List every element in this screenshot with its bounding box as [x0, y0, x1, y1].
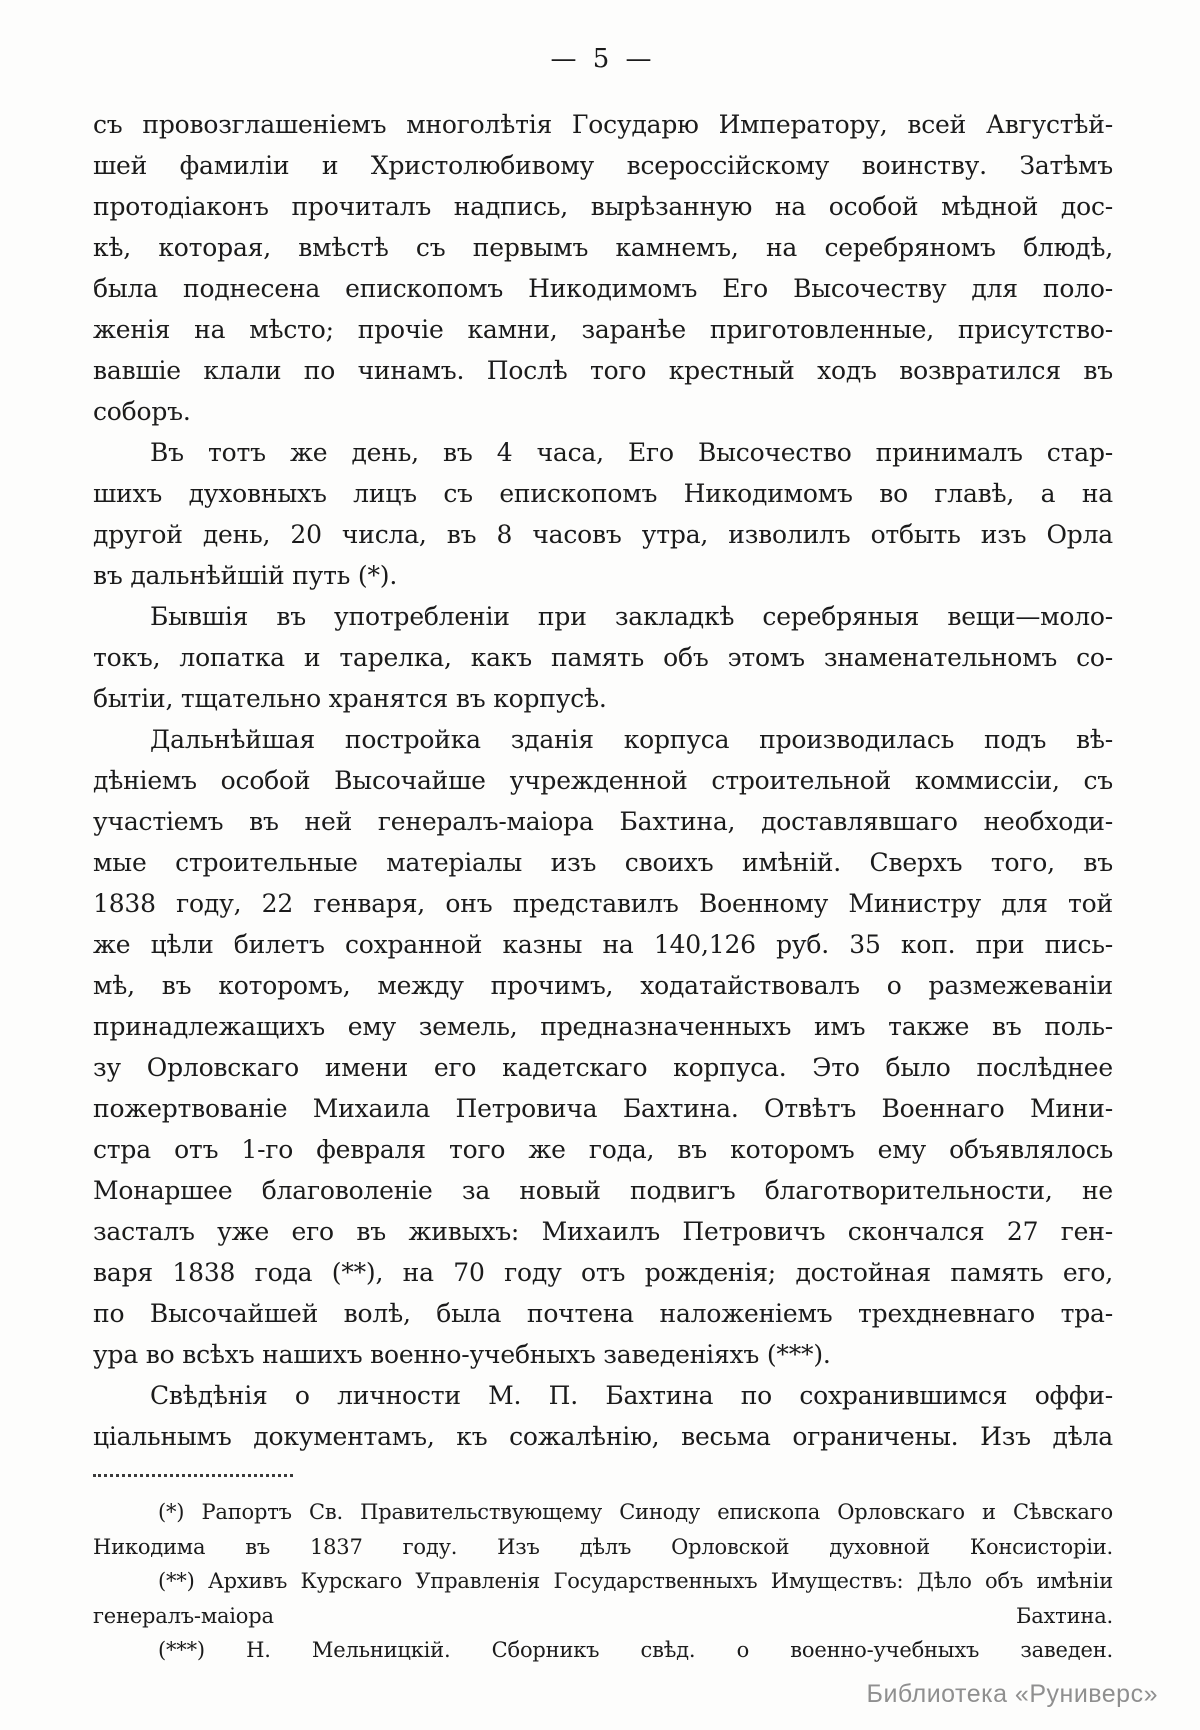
text-line: по Высочайшей волѣ, была почтена наложеніемъ трехдневнаго тра- — [93, 1299, 1113, 1328]
text-line: Бывшія въ употребленіи при закладкѣ серебряныя вещи—моло- — [150, 602, 1113, 631]
text-line: дѣніемъ особой Высочайше учрежденной строительной коммиссіи, съ — [93, 766, 1113, 795]
paragraph — [93, 1564, 1113, 1633]
text-line: (**) Архивъ Курскаго Управленія Государственныхъ Имуществъ: Дѣло объ имѣніи — [158, 1569, 1113, 1593]
text-line: была поднесена епископомъ Никодимомъ Его Высочеству для поло- — [93, 274, 1113, 303]
paragraph — [93, 432, 1113, 596]
text-line: въ дальнѣйшій путь (*). — [93, 561, 398, 590]
text-line: пожертвованіе Михаила Петровича Бахтина. Отвѣтъ Военнаго Мини- — [93, 1094, 1113, 1123]
text-line: же цѣли билетъ сохранной казны на 140,126 руб. 35 коп. при пись- — [93, 930, 1113, 959]
text-line: ура во всѣхъ нашихъ военно-учебныхъ заведеніяхъ (***). — [93, 1340, 831, 1369]
text-line: участіемъ въ ней генералъ-маіора Бахтина, доставлявшаго необходи- — [93, 807, 1113, 836]
text-line: стра отъ 1-го февраля того же года, въ которомъ ему объявлялось — [93, 1135, 1113, 1164]
text-line: мѣ, въ которомъ, между прочимъ, ходатайствовалъ о размежеваніи — [93, 971, 1113, 1000]
text-line: 1838 году, 22 генваря, онъ представилъ Военному Министру для той — [93, 889, 1113, 918]
text-line: зу Орловскаго имени его кадетскаго корпуса. Это было послѣднее — [93, 1053, 1113, 1082]
text-line: протодіаконъ прочиталъ надпись, вырѣзанную на особой мѣдной дос- — [93, 192, 1113, 221]
text-line: соборъ. — [93, 397, 191, 426]
text-line: токъ, лопатка и тарелка, какъ память объ этомъ знаменательномъ со- — [93, 643, 1113, 672]
text-line: Монаршее благоволеніе за новый подвигъ благотворительности, не — [93, 1176, 1113, 1205]
paragraph — [93, 719, 1113, 1375]
text-line: мые строительные матеріалы изъ своихъ имѣній. Сверхъ того, въ — [93, 848, 1113, 877]
text-line: (***) Н. Мельницкій. Сборникъ свѣд. о военно-учебныхъ заведен. — [158, 1638, 1113, 1662]
library-watermark: Библиотека «Руниверс» — [866, 1680, 1158, 1708]
footnotes — [93, 1495, 1113, 1668]
paragraph — [93, 596, 1113, 719]
text-line: кѣ, которая, вмѣстѣ съ первымъ камнемъ, на серебряномъ блюдѣ, — [93, 233, 1113, 262]
text-line: Никодима въ 1837 году. Изъ дѣлъ Орловской духовной Консисторіи. — [93, 1534, 1113, 1559]
text-line: съ провозглашеніемъ многолѣтія Государю Императору, всей Августѣй- — [93, 110, 1113, 139]
body-text — [93, 104, 1113, 1457]
text-line: женія на мѣсто; прочіе камни, заранѣе приготовленные, присутство- — [93, 315, 1113, 344]
text-line: ціальнымъ документамъ, къ сожалѣнію, весьма ограничены. Изъ дѣла — [93, 1422, 1113, 1451]
text-line: вавшіе клали по чинамъ. Послѣ того крестный ходъ возвратился въ — [93, 356, 1113, 385]
text-line: варя 1838 года (**), на 70 году отъ рожденія; достойная память его, — [93, 1258, 1113, 1287]
text-line: засталъ уже его въ живыхъ: Михаилъ Петровичъ скончался 27 ген- — [93, 1217, 1113, 1246]
text-line: бытіи, тщательно хранятся въ корпусѣ. — [93, 684, 607, 713]
text-line: (*) Рапортъ Св. Правительствующему Синоду епископа Орловскаго и Сѣвскаго — [158, 1500, 1113, 1524]
paragraph — [93, 1495, 1113, 1564]
paragraph — [93, 1375, 1113, 1457]
text-line: шихъ духовныхъ лицъ съ епископомъ Никодимомъ во главѣ, а на — [93, 479, 1113, 508]
text-line: Свѣдѣнія о личности М. П. Бахтина по сохранившимся оффи- — [150, 1381, 1113, 1410]
text-line: Въ тотъ же день, въ 4 часа, Его Высочество принималъ стар- — [150, 438, 1113, 467]
text-line: другой день, 20 числа, въ 8 часовъ утра, изволилъ отбыть изъ Орла — [93, 520, 1113, 549]
paragraph — [93, 1633, 1113, 1668]
text-line: шей фамиліи и Христолюбивому всероссійскому воинству. Затѣмъ — [93, 151, 1113, 180]
footnote-separator-rule — [93, 1474, 293, 1477]
text-line: Дальнѣйшая постройка зданія корпуса производилась подъ вѣ- — [150, 725, 1113, 754]
text-line: принадлежащихъ ему земель, предназначенныхъ имъ также въ поль- — [93, 1012, 1113, 1041]
page-number: — 5 — — [550, 44, 656, 74]
paragraph — [93, 104, 1113, 432]
text-line: генералъ-маіора Бахтина. — [93, 1603, 1113, 1628]
